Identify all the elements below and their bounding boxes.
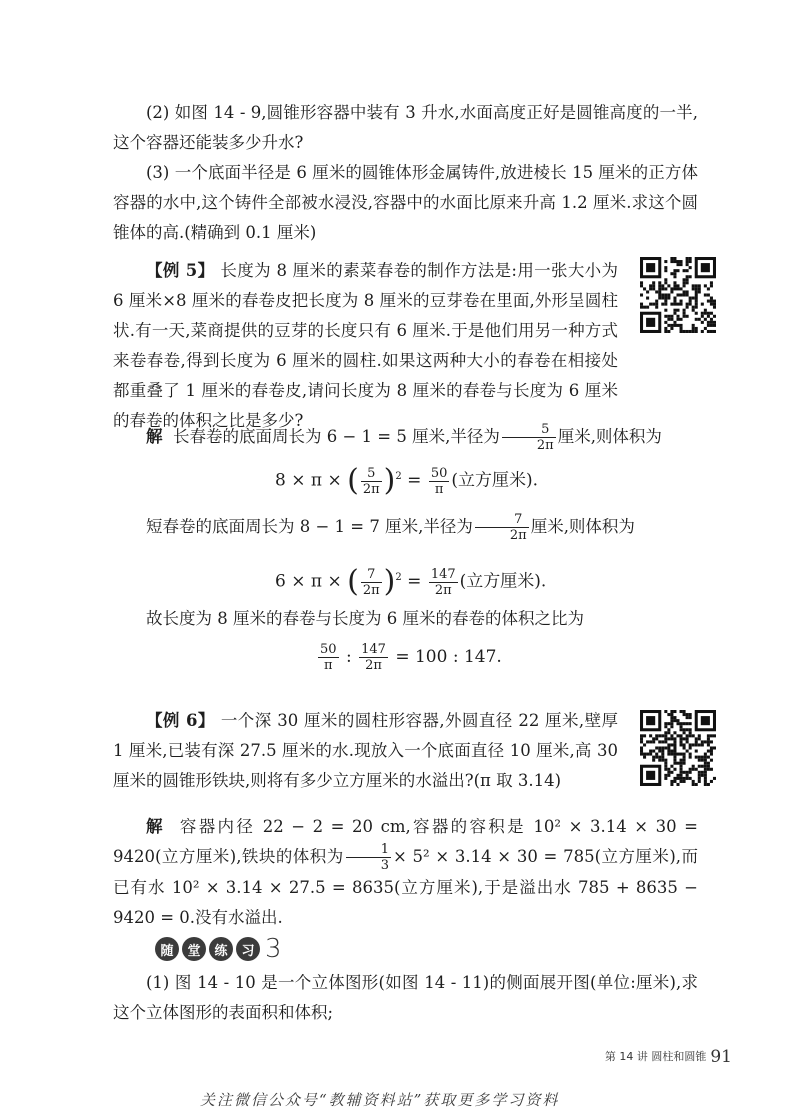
problem-3: (3) 一个底面半径是 6 厘米的圆锥体形金属铸件,放进棱长 15 厘米的正方体容器的水中,这个铸件全部被水浸没,容器中的水面比原来升高 1.2 厘米.求这个圆锥体的高.(精确到 0.1 厘米) bbox=[113, 163, 698, 242]
solution-text: 容器内径 22 − 2 = 20 cm,容器的容积是 10² × 3.14 × 30 = 9420(立方厘米),铁块的体积为 bbox=[113, 817, 699, 866]
practice-char: 练 bbox=[209, 937, 233, 961]
fraction: $\frac{5}{2\pi}$ bbox=[502, 422, 556, 453]
example-6-text: 一个深 30 厘米的圆柱形容器,外圆直径 22 厘米,壁厚 1 厘米,已装有深 27.5 厘米的水.现放入一个底面直径 10 厘米,高 30 厘米的圆锥形铁块,则将有多少立方厘米的水溢出?(π 取 3.14) bbox=[113, 711, 618, 790]
formula-short-roll: 6 × π × ( $\frac{7}{2\pi}$ )$^2$ = $\frac{147}{2\pi}$ (立方厘米). bbox=[275, 564, 547, 600]
practice-char: 习 bbox=[236, 937, 260, 961]
page-footer bbox=[605, 1047, 732, 1067]
example-6-tag: 【例 6】 bbox=[146, 711, 215, 730]
practice-number: 3 bbox=[265, 934, 282, 964]
page-number: 91 bbox=[710, 1047, 732, 1067]
chapter-title: 第 14 讲 圆柱和圆锥 bbox=[604, 1050, 707, 1063]
qr-code-icon bbox=[640, 257, 716, 333]
fraction: $\frac{1}{3}$ bbox=[346, 842, 391, 873]
practice-char: 随 bbox=[155, 937, 179, 961]
practice-char: 堂 bbox=[182, 937, 206, 961]
solution-text: 厘米,则体积为 bbox=[530, 517, 635, 536]
example-5-solution-line-2 bbox=[113, 512, 698, 543]
practice-question-1: (1) 图 14 - 10 是一个立体图形(如图 14 - 11)的侧面展开图(单位:厘米),求这个立体图形的表面积和体积; bbox=[113, 973, 698, 1022]
solution-label: 解 bbox=[146, 427, 163, 446]
example-5-solution-line-3: 故长度为 8 厘米的春卷与长度为 6 厘米的春卷的体积之比为 bbox=[146, 609, 584, 628]
formula-long-roll: 8 × π × ( $\frac{5}{2\pi}$ )$^2$ = $\frac{50}{\pi}$ (立方厘米). bbox=[275, 463, 539, 499]
qr-code-icon bbox=[640, 710, 716, 786]
example-5-solution-line-1 bbox=[113, 422, 698, 453]
solution-text: 短春卷的底面周长为 8 − 1 = 7 厘米,半径为 bbox=[146, 517, 473, 536]
formula-ratio: $\frac{50}{\pi}$ : $\frac{147}{2\pi}$ = 100 : 147. bbox=[320, 642, 502, 673]
problem-2: (2) 如图 14 - 9,圆锥形容器中装有 3 升水,水面高度正好是圆锥高度的一半,这个容器还能装多少升水? bbox=[113, 103, 698, 152]
example-5-statement bbox=[113, 256, 618, 436]
watermark-text: 关注微信公众号“教辅资料站”获取更多学习资料 bbox=[200, 1091, 560, 1109]
solution-text: 长春卷的底面周长为 6 − 1 = 5 厘米,半径为 bbox=[173, 427, 500, 446]
practice-header bbox=[155, 936, 282, 962]
example-6-solution bbox=[113, 812, 698, 933]
example-6-statement bbox=[113, 706, 618, 796]
example-5-text: 长度为 8 厘米的素菜春卷的制作方法是:用一张大小为 6 厘米×8 厘米的春卷皮把长度为 8 厘米的豆芽卷在里面,外形呈圆柱状.有一天,菜商提供的豆芽的长度只有 6 厘米.于是他们用另一种方式来卷春卷,得到长度为 6 厘米的圆柱.如果这两种大小的春卷在相接处都重叠了 1 厘米的春卷皮,请问长度为 8 厘米的春卷与长度为 6 厘米的春卷的体积之比是多少? bbox=[113, 261, 618, 430]
fraction: $\frac{7}{2\pi}$ bbox=[475, 512, 529, 543]
example-5-tag: 【例 5】 bbox=[146, 261, 215, 280]
solution-text: × 5² × 3.14 × 30 = 785(立方厘米),而已有水 10² × 3.14 × 27.5 = 8635(立方厘米),于是溢出水 785 + 8635 − 9420 = 0.没有水溢出. bbox=[113, 847, 698, 927]
solution-label: 解 bbox=[146, 817, 165, 836]
solution-text: 厘米,则体积为 bbox=[557, 427, 662, 446]
